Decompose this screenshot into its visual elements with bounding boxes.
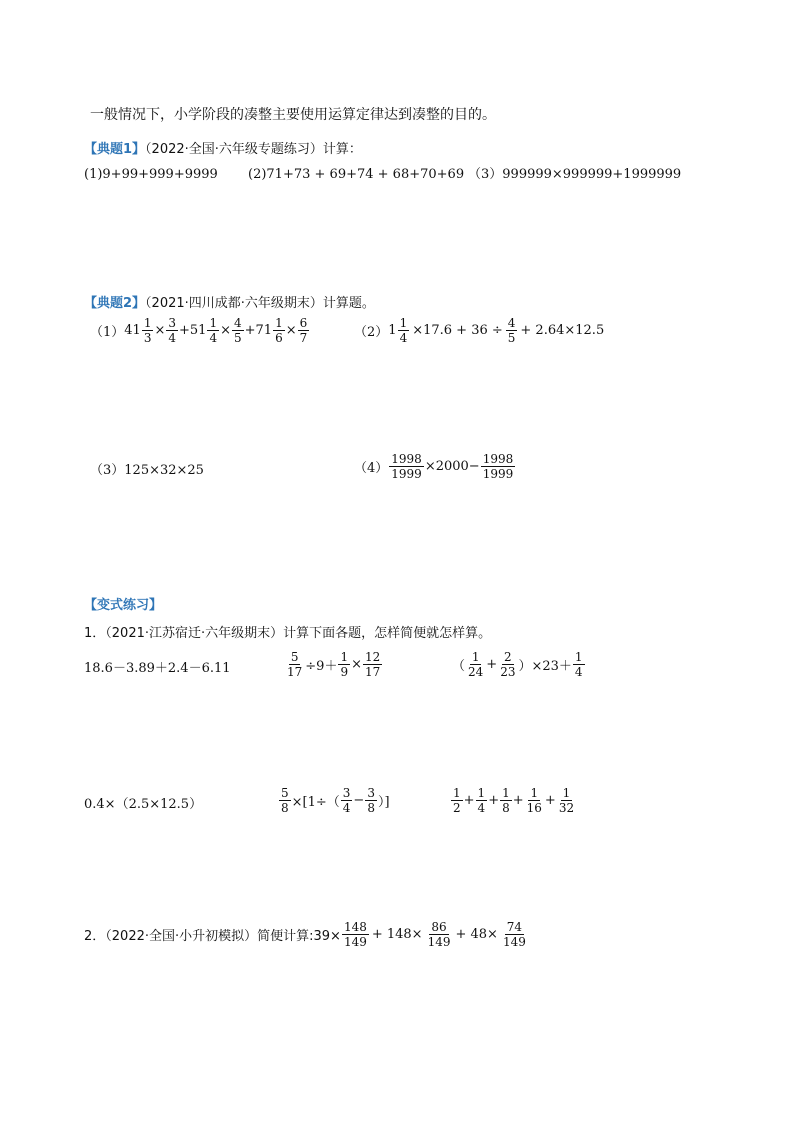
denominator: 1999 — [391, 467, 422, 481]
plus-sign: + — [488, 793, 500, 808]
practice-question-2-stem: 2．（2022·全国·小升初模拟）简便计算:39× — [84, 929, 341, 944]
numerator: 148 — [343, 920, 367, 934]
denominator: 149 — [343, 935, 367, 949]
whole-number: 41 — [124, 323, 141, 338]
numerator: 2 — [504, 650, 512, 664]
numerator: 86 — [431, 920, 447, 934]
whole-number: 1 — [388, 323, 397, 338]
numerator: 1 — [143, 316, 152, 330]
denominator: 32 — [558, 801, 575, 815]
practice-1-item-a: 18.6－3.89＋2.4－6.11 — [84, 661, 231, 676]
fraction — [279, 786, 291, 815]
fraction — [363, 650, 382, 679]
numerator: 5 — [281, 786, 289, 800]
numerator: 1 — [399, 316, 408, 330]
denominator: 4 — [399, 331, 408, 345]
practice-1-item-d: 0.4×（2.5×12.5） — [84, 797, 203, 812]
denominator: 24 — [468, 665, 484, 679]
example-1-tag: 【典题1】 — [84, 142, 146, 157]
denominator: 23 — [500, 665, 516, 679]
expression-text: ÷9＋ — [305, 659, 338, 674]
numerator: 3 — [342, 786, 351, 800]
denominator: 8 — [502, 801, 510, 815]
fraction — [166, 316, 178, 345]
expression-text: × — [351, 657, 362, 672]
intro-text: 一般情况下，小学阶段的凑整主要使用运算定律达到凑整的目的。 — [90, 107, 496, 123]
fraction — [285, 650, 304, 679]
denominator: 4 — [574, 665, 583, 679]
fraction — [506, 316, 518, 345]
denominator: 8 — [281, 801, 289, 815]
example-2-heading — [84, 292, 375, 311]
denominator: 4 — [209, 331, 218, 345]
denominator: 7 — [299, 331, 308, 345]
example-2-part-1 — [90, 316, 310, 345]
example-1-part-2: (2)71+73 + 69+74 + 68+70+69 — [248, 167, 465, 182]
numerator: 1998 — [482, 452, 514, 466]
denominator: 2 — [453, 801, 461, 815]
denominator: 149 — [427, 935, 451, 949]
example-2-part-3: （3）125×32×25 — [90, 463, 204, 478]
fraction — [498, 650, 517, 679]
part-label: （4） — [354, 461, 389, 476]
fraction — [525, 786, 544, 815]
expression-text: − — [353, 793, 365, 808]
denominator: 8 — [367, 801, 375, 815]
practice-1-item-b — [284, 650, 383, 679]
operator: +71 — [244, 323, 273, 338]
numerator: 12 — [365, 650, 381, 664]
operator: +51 — [179, 323, 207, 338]
operator: × — [154, 323, 166, 338]
fraction — [142, 316, 154, 345]
numerator: 3 — [168, 316, 177, 330]
fraction — [365, 786, 377, 815]
fraction — [426, 920, 453, 949]
numerator: 5 — [290, 650, 299, 664]
example-1-part-1: (1)9+99+999+9999 — [84, 167, 218, 182]
denominator: 4 — [168, 331, 177, 345]
denominator: 4 — [477, 801, 486, 815]
example-1-part-3: （3）999999×999999+1999999 — [468, 167, 682, 182]
operator: × — [285, 323, 297, 338]
numerator: 1 — [340, 650, 349, 664]
numerator: 1 — [209, 316, 218, 330]
denominator: 5 — [234, 331, 242, 345]
fraction — [341, 786, 353, 815]
fraction — [389, 452, 424, 481]
example-2-part-4 — [354, 452, 516, 481]
denominator: 16 — [526, 801, 542, 815]
practice-1-item-e — [278, 786, 390, 815]
fraction — [273, 316, 285, 345]
fraction — [451, 786, 463, 815]
practice-question-1-stem: 1．（2021·江苏宿迁·六年级期末）计算下面各题，怎样简便就怎样算。 — [84, 626, 492, 641]
denominator: 17 — [365, 665, 381, 679]
fraction — [557, 786, 576, 815]
denominator: 6 — [275, 331, 283, 345]
denominator: 149 — [502, 935, 526, 949]
plus-sign: + — [544, 793, 556, 808]
expression-text: ）] — [377, 795, 390, 810]
fraction — [338, 650, 350, 679]
practice-heading: 【变式练习】 — [84, 598, 163, 613]
operator: × — [220, 323, 231, 338]
expression-text: ×17.6 + 36 ÷ — [412, 323, 503, 338]
example-1-source: （2022·全国·六年级专题练习）计算： — [145, 142, 362, 157]
fraction — [398, 316, 410, 345]
example-1-heading — [84, 138, 362, 157]
example-2-part-2 — [354, 316, 606, 345]
numerator: 1 — [530, 786, 539, 800]
fraction — [232, 316, 244, 345]
expression-text: + 148× — [371, 927, 423, 942]
expression-text: + — [486, 657, 498, 672]
numerator: 6 — [299, 316, 308, 330]
plus-sign: + — [463, 793, 475, 808]
numerator: 1998 — [391, 452, 422, 466]
fraction — [207, 316, 219, 345]
denominator: 3 — [143, 331, 152, 345]
practice-question-2 — [84, 920, 529, 949]
numerator: 1 — [471, 650, 480, 664]
practice-1-item-f — [450, 786, 577, 815]
fraction — [501, 920, 528, 949]
numerator: 1 — [574, 650, 583, 664]
expression-text: （ — [452, 659, 466, 674]
fraction — [298, 316, 310, 345]
fraction — [573, 650, 585, 679]
practice-1-item-c — [452, 650, 586, 679]
part-label: （1） — [90, 325, 125, 340]
numerator: 3 — [367, 786, 375, 800]
numerator: 1 — [275, 316, 283, 330]
fraction — [466, 650, 485, 679]
expression-text: ）×23＋ — [518, 659, 572, 674]
denominator: 4 — [342, 801, 351, 815]
part-label: （2） — [354, 325, 389, 340]
numerator: 1 — [502, 786, 510, 800]
numerator: 1 — [562, 786, 571, 800]
fraction — [476, 786, 488, 815]
denominator: 17 — [287, 665, 303, 679]
example-2-source: （2021·四川成都·六年级期末）计算题。 — [145, 296, 375, 311]
expression-text: + 48× — [455, 927, 498, 942]
expression-text: ×[1÷（ — [291, 795, 340, 810]
denominator: 1999 — [482, 467, 514, 481]
expression-text: ×2000− — [424, 459, 480, 474]
numerator: 4 — [234, 316, 242, 330]
numerator: 1 — [453, 786, 461, 800]
denominator: 5 — [507, 331, 516, 345]
expression-text: + 2.64×12.5 — [520, 323, 605, 338]
numerator: 74 — [506, 920, 523, 934]
fraction — [342, 920, 369, 949]
numerator: 4 — [507, 316, 516, 330]
fraction — [500, 786, 512, 815]
denominator: 9 — [340, 665, 349, 679]
fraction — [481, 452, 516, 481]
plus-sign: + — [512, 793, 524, 808]
numerator: 1 — [477, 786, 486, 800]
example-2-tag: 【典题2】 — [84, 296, 146, 311]
